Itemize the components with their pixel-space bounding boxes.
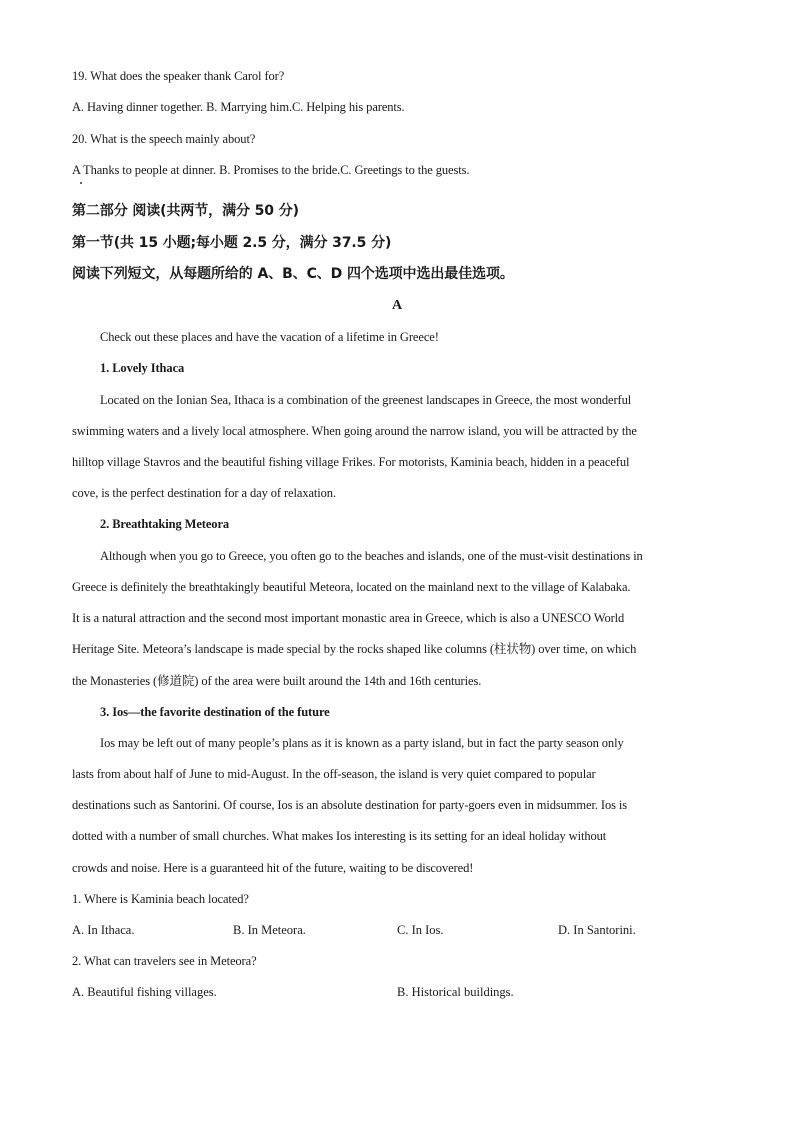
q1-option-a[interactable]: A. In Ithaca. <box>72 923 135 937</box>
question-20: 20. What is the speech mainly about? <box>72 132 256 146</box>
paragraph-line: crowds and noise. Here is a guaranteed hit of the future, waiting to be discovered! <box>72 861 474 875</box>
paragraph-line: destinations such as Santorini. Of course, Ios is an absolute destination for party-goers even in midsummer. Ios is <box>72 798 628 812</box>
paragraph-line: Ios may be left out of many people’s plans as it is known as a party island, but in fact the party season only <box>100 736 624 750</box>
paragraph-line: Heritage Site. Meteora’s landscape is made special by the rocks shaped like columns (柱状物) over time, on which <box>72 642 637 656</box>
question-19: 19. What does the speaker thank Carol for? <box>72 69 285 83</box>
heading-ithaca: 1. Lovely Ithaca <box>100 361 185 375</box>
paragraph-line: hilltop village Stavros and the beautiful fishing village Frikes. For motorists, Kaminia beach, hidden in a peaceful <box>72 455 630 469</box>
question-2: 2. What can travelers see in Meteora? <box>72 954 257 968</box>
paragraph-line: cove, is the perfect destination for a day of relaxation. <box>72 486 336 500</box>
heading-ios: 3. Ios—the favorite destination of the future <box>100 705 330 719</box>
paragraph-line: It is a natural attraction and the second most important monastic area in Greece, which is also a UNESCO World <box>72 611 625 625</box>
paragraph-line: Although when you go to Greece, you often go to the beaches and islands, one of the must-visit destinations in <box>100 549 643 563</box>
question-20-options: A Thanks to people at dinner. B. Promises to the bride.C. Greetings to the guests. <box>72 163 470 177</box>
question-19-options: A. Having dinner together. B. Marrying him.C. Helping his parents. <box>72 100 405 114</box>
question-1: 1. Where is Kaminia beach located? <box>72 892 249 906</box>
stray-dot-mark <box>80 182 82 184</box>
passage-intro: Check out these places and have the vacation of a lifetime in Greece! <box>100 330 439 344</box>
paragraph-line: the Monasteries (修道院) of the area were built around the 14th and 16th centuries. <box>72 674 482 688</box>
paragraph-line: Greece is definitely the breathtakingly beautiful Meteora, located on the mainland next to the village of Kalabaka. <box>72 580 631 594</box>
paragraph-line: dotted with a number of small churches. What makes Ios interesting is its setting for an ideal holiday without <box>72 829 607 843</box>
paragraph-line: swimming waters and a lively local atmosphere. When going around the narrow island, you will be attracted by the <box>72 424 637 438</box>
q1-option-d[interactable]: D. In Santorini. <box>558 923 636 937</box>
q1-option-c[interactable]: C. In Ios. <box>397 923 444 937</box>
heading-meteora: 2. Breathtaking Meteora <box>100 517 230 531</box>
paragraph-line: lasts from about half of June to mid-August. In the off-season, the island is very quiet compared to popular <box>72 767 596 781</box>
paragraph-line: Located on the Ionian Sea, Ithaca is a combination of the greenest landscapes in Greece, the most wonderful <box>100 393 632 407</box>
section-title: 第一节(共 15 小题;每小题 2.5 分，满分 37.5 分) <box>72 235 392 251</box>
q2-option-b[interactable]: B. Historical buildings. <box>397 985 514 999</box>
instruction: 阅读下列短文，从每题所给的 A、B、C、D 四个选项中选出最佳选项。 <box>72 266 514 282</box>
part-title: 第二部分 阅读(共两节，满分 50 分) <box>72 203 299 219</box>
q1-option-b[interactable]: B. In Meteora. <box>233 923 306 937</box>
q2-option-a[interactable]: A. Beautiful fishing villages. <box>72 985 217 999</box>
passage-label: A <box>391 298 402 313</box>
